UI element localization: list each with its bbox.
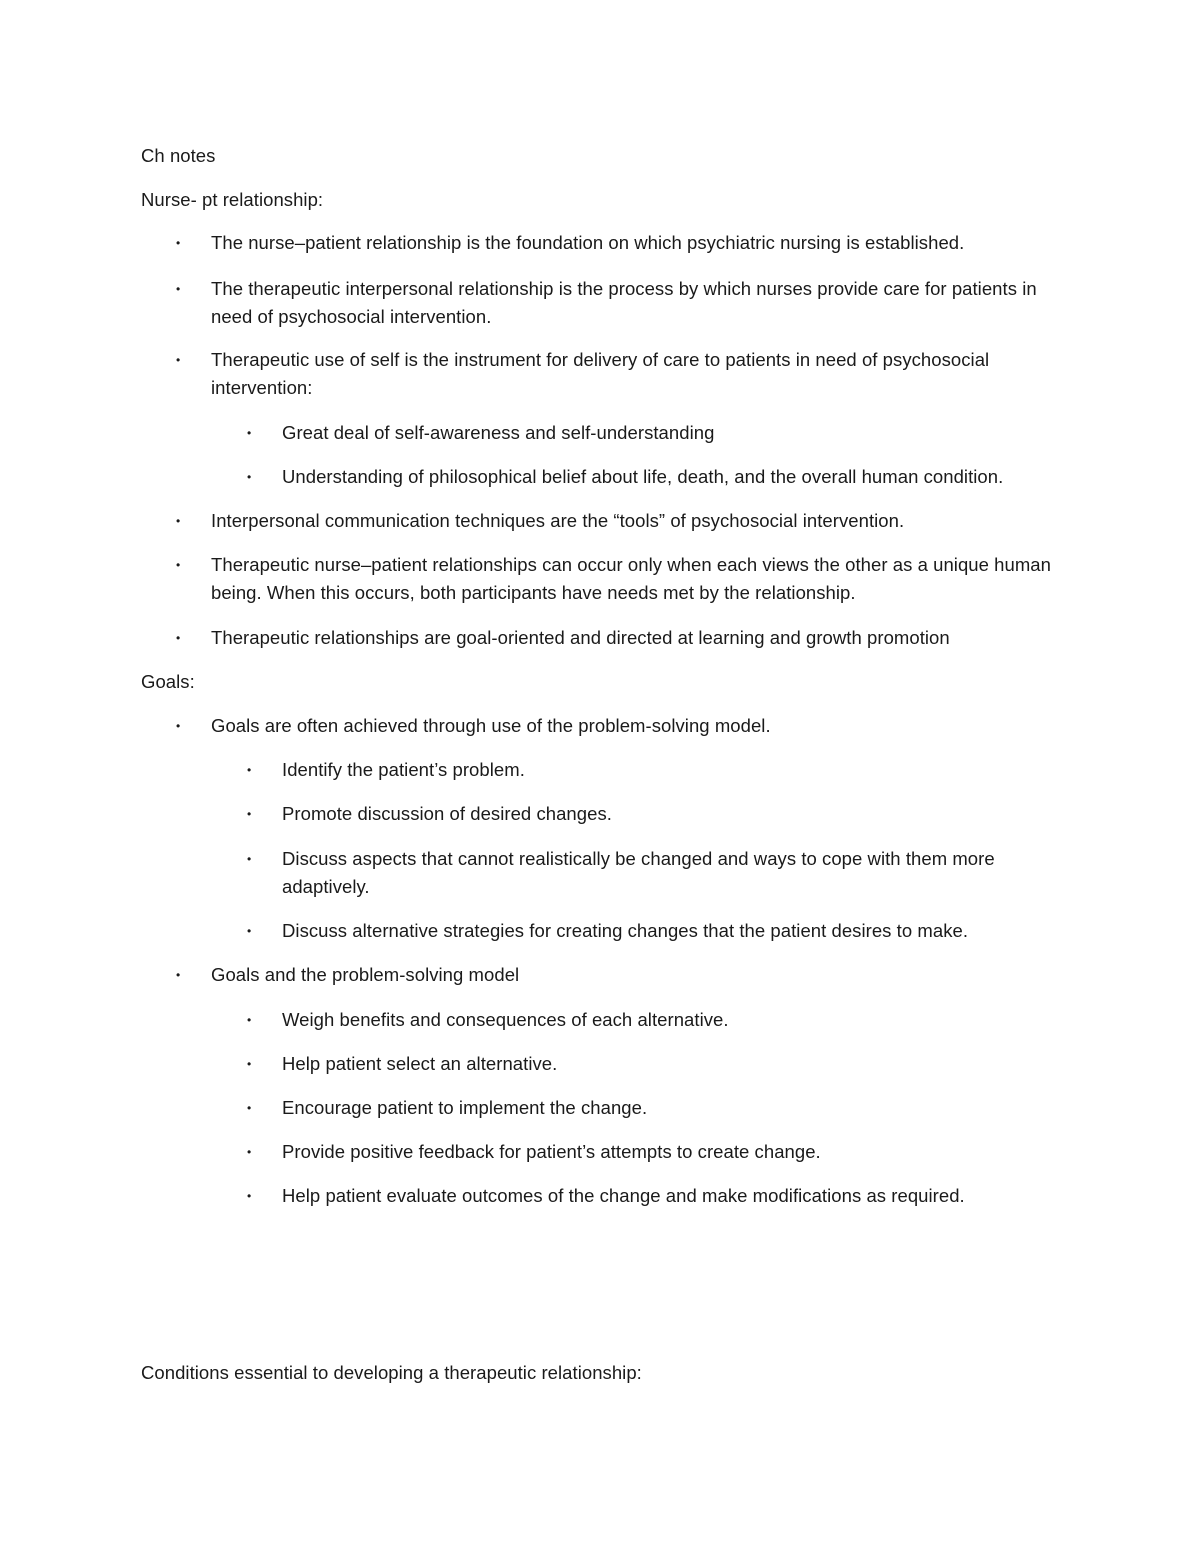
sub-list-item: Help patient evaluate outcomes of the change and make modifications as required.	[282, 1185, 965, 1206]
sub-list-item: Provide positive feedback for patient’s attempts to create change.	[282, 1141, 821, 1162]
sub-list-item: Identify the patient’s problem.	[282, 759, 525, 780]
list-item: Goals are often achieved through use of the problem-solving model.	[211, 715, 771, 736]
bullet-icon: •	[247, 924, 252, 938]
sub-list-item: Promote discussion of desired changes.	[282, 803, 612, 824]
sub-list-item: Discuss aspects that cannot realistically be changed and ways to cope with them more adaptively.	[282, 848, 995, 897]
bullet-icon: •	[247, 470, 252, 484]
section-heading-nurse-pt: Nurse- pt relationship:	[141, 189, 324, 210]
list-item: The therapeutic interpersonal relationship is the process by which nurses provide care for patients in need of psychosocial intervention.	[211, 278, 1037, 327]
bullet-icon: •	[247, 1057, 252, 1071]
bullet-icon: •	[176, 968, 181, 982]
bullet-icon: •	[176, 719, 181, 733]
sub-list-item: Understanding of philosophical belief about life, death, and the overall human condition.	[282, 466, 1004, 487]
sub-list-item: Weigh benefits and consequences of each alternative.	[282, 1009, 729, 1030]
sub-list-item: Great deal of self-awareness and self-understanding	[282, 422, 715, 443]
bullet-icon: •	[247, 807, 252, 821]
list-item: Therapeutic use of self is the instrument for delivery of care to patients in need of psychosocial intervention:	[211, 349, 990, 398]
bullet-icon: •	[247, 1145, 252, 1159]
bullet-icon: •	[176, 631, 181, 645]
sub-list-item: Encourage patient to implement the change.	[282, 1097, 648, 1118]
list-item: Therapeutic nurse–patient relationships can occur only when each views the other as a unique human being. When this occurs, both participants have needs met by the relationship.	[211, 554, 1051, 603]
list-item: Therapeutic relationships are goal-oriented and directed at learning and growth promotion	[211, 627, 950, 648]
document-title: Ch notes	[141, 145, 216, 166]
bullet-icon: •	[176, 282, 181, 296]
bullet-icon: •	[247, 426, 252, 440]
sub-list-item: Discuss alternative strategies for creating changes that the patient desires to make.	[282, 920, 969, 941]
list-item: Interpersonal communication techniques are the “tools” of psychosocial intervention.	[211, 510, 905, 531]
bullet-icon: •	[176, 236, 181, 250]
section-heading-conditions: Conditions essential to developing a therapeutic relationship:	[141, 1362, 642, 1383]
bullet-icon: •	[176, 353, 181, 367]
list-item: Goals and the problem-solving model	[211, 964, 520, 985]
bullet-icon: •	[247, 1189, 252, 1203]
bullet-icon: •	[176, 558, 181, 572]
bullet-icon: •	[247, 1013, 252, 1027]
section-heading-goals: Goals:	[141, 671, 195, 692]
bullet-icon: •	[247, 1101, 252, 1115]
bullet-icon: •	[247, 852, 252, 866]
bullet-icon: •	[176, 514, 181, 528]
list-item: The nurse–patient relationship is the foundation on which psychiatric nursing is established.	[211, 232, 965, 253]
sub-list-item: Help patient select an alternative.	[282, 1053, 558, 1074]
bullet-icon: •	[247, 763, 252, 777]
